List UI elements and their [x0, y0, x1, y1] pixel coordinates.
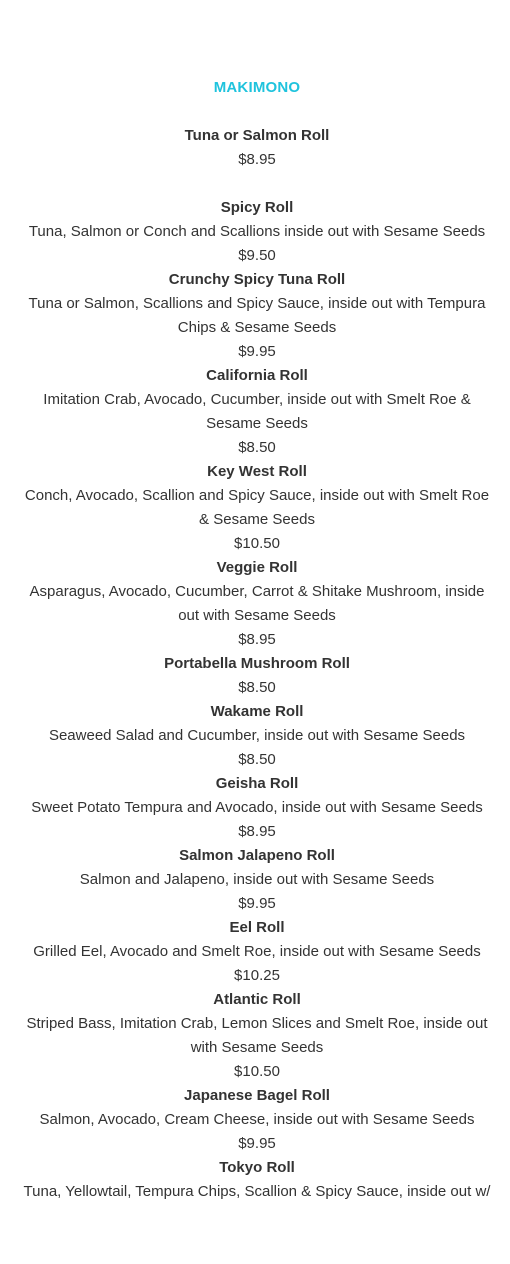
item-name: Portabella Mushroom Roll	[164, 655, 350, 672]
item-name: Geisha Roll	[215, 775, 299, 792]
item-name: Japanese Bagel Roll	[184, 1087, 330, 1104]
menu-item-eel-roll	[22, 916, 492, 988]
item-price: $8.95	[238, 631, 276, 648]
item-price: $9.50	[238, 247, 276, 264]
item-description: Asparagus, Avocado, Cucumber, Carrot & Shitake Mushroom, inside out with Sesame Seeds	[29, 583, 485, 624]
item-description: Salmon, Avocado, Cream Cheese, inside out with Sesame Seeds	[39, 1111, 475, 1128]
item-price: $9.95	[238, 895, 276, 912]
item-description: Tuna, Yellowtail, Tempura Chips, Scallion & Spicy Sauce, inside out w/	[23, 1183, 491, 1200]
menu-item-geisha-roll	[22, 772, 492, 844]
item-name: Key West Roll	[207, 463, 307, 480]
item-description: Tuna, Salmon or Conch and Scallions inside out with Sesame Seeds	[28, 223, 486, 240]
item-description: Sweet Potato Tempura and Avocado, inside out with Sesame Seeds	[31, 799, 483, 816]
item-name: Veggie Roll	[216, 559, 298, 576]
item-price: $8.50	[238, 439, 276, 456]
menu-item-wakame-roll	[22, 700, 492, 772]
item-price: $9.95	[238, 343, 276, 360]
item-description: Conch, Avocado, Scallion and Spicy Sauce, inside out with Smelt Roe & Sesame Seeds	[24, 487, 490, 528]
item-name: California Roll	[206, 367, 308, 384]
item-name: Tokyo Roll	[219, 1159, 295, 1176]
menu-item-salmon-jalapeno-roll	[22, 844, 492, 916]
item-price: $8.95	[238, 151, 276, 168]
spacer	[22, 172, 492, 196]
menu-item-veggie-roll	[22, 556, 492, 652]
item-price: $10.50	[234, 1063, 280, 1080]
item-name: Salmon Jalapeno Roll	[179, 847, 335, 864]
menu-item-tuna-or-salmon-roll	[22, 124, 492, 172]
item-description: Salmon and Jalapeno, inside out with Sesame Seeds	[79, 871, 435, 888]
item-description: Grilled Eel, Avocado and Smelt Roe, inside out with Sesame Seeds	[33, 943, 481, 960]
item-name: Atlantic Roll	[213, 991, 301, 1008]
item-description: Striped Bass, Imitation Crab, Lemon Slices and Smelt Roe, inside out with Sesame Seeds	[26, 1015, 488, 1056]
item-price: $10.50	[234, 535, 280, 552]
item-name: Spicy Roll	[220, 199, 294, 216]
item-name: Wakame Roll	[210, 703, 304, 720]
item-description: Seaweed Salad and Cucumber, inside out with Sesame Seeds	[48, 727, 466, 744]
item-name: Tuna or Salmon Roll	[184, 127, 330, 144]
item-price: $8.50	[238, 751, 276, 768]
menu-item-japanese-bagel-roll	[22, 1084, 492, 1156]
item-price: $10.25	[234, 967, 280, 984]
item-name: Crunchy Spicy Tuna Roll	[168, 271, 346, 288]
menu-item-tokyo-roll	[22, 1156, 492, 1204]
item-price: $9.95	[238, 1135, 276, 1152]
menu-item-atlantic-roll	[22, 988, 492, 1084]
item-description: Imitation Crab, Avocado, Cucumber, inside out with Smelt Roe & Sesame Seeds	[43, 391, 471, 432]
section-title: MAKIMONO	[213, 79, 301, 96]
menu-item-portabella-mushroom-roll	[22, 652, 492, 700]
item-price: $8.50	[238, 679, 276, 696]
item-name: Eel Roll	[229, 919, 285, 936]
item-price: $8.95	[238, 823, 276, 840]
menu-item-spicy-roll	[22, 196, 492, 268]
menu-item-key-west-roll	[22, 460, 492, 556]
menu-item-california-roll	[22, 364, 492, 460]
makimono-menu	[22, 76, 492, 1204]
menu-item-crunchy-spicy-tuna-roll	[22, 268, 492, 364]
item-description: Tuna or Salmon, Scallions and Spicy Sauce, inside out with Tempura Chips & Sesame Seeds	[28, 295, 486, 336]
